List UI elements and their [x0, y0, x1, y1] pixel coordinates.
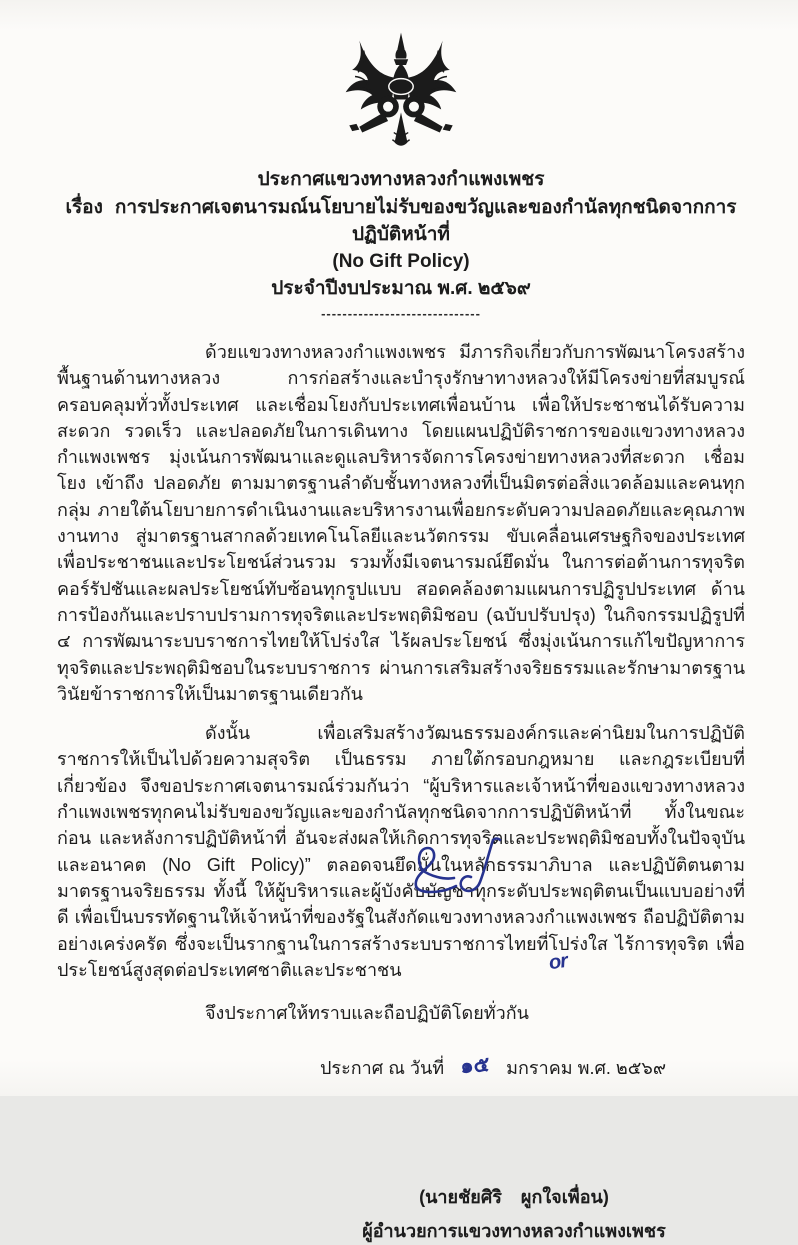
- document-title: ประกาศแขวงทางหลวงกำแพงเพชร: [257, 169, 545, 190]
- signature-block: [349, 1124, 679, 1245]
- garuda-emblem: [57, 28, 745, 158]
- subject-label: เรื่อง: [65, 197, 103, 218]
- subject-line: [57, 194, 745, 248]
- fiscal-year-line: ประจำปีงบประมาณ พ.ศ. ๒๕๖๙: [271, 278, 531, 299]
- dashed-separator: ------------------------------: [321, 306, 481, 321]
- signatory-position: ผู้อำนวยการแขวงทางหลวงกำแพงเพชร: [362, 1221, 666, 1242]
- date-suffix: มกราคม พ.ศ. ๒๕๖๙: [506, 1058, 667, 1079]
- closing-line: จึงประกาศให้ทราบและถือปฏิบัติโดยทั่วกัน: [205, 1003, 529, 1024]
- paragraph-1: ด้วยแขวงทางหลวงกำแพงเพชร มีภารกิจเกี่ยวกับการพัฒนาโครงสร้างพื้นฐานด้านทางหลวง การก่อสร้างและบำรุงรักษาทางหลวงให้มีโครงข่ายที่สมบูรณ์ครอบคลุมทั่วทั้งประเทศ และเชื่อมโยงกับประเทศเพื่อนบ้าน เพื่อให้ประชาชนได้รับความสะดวก รวดเร็ว และปลอดภัยในการเดินทาง โดยแผนปฏิบัติราชการของแขวงทางหลวงกำแพงเพชร มุ่งเน้นการพัฒนาและดูแลบริหารจัดการโครงข่ายทางหลวงที่สะดวก เชื่อมโยง เข้าถึง ปลอดภัย ตามมาตรฐานลำดับชั้นทางหลวงที่เป็นมิตรต่อสิ่งแวดล้อมและคนทุกกลุ่ม ภายใต้นโยบายการดำเนินงานและบริหารงานเพื่อยกระดับความปลอดภัยและคุณภาพงานทาง สู่มาตรฐานสากลด้วยเทคโนโลยีและนวัตกรรม ขับเคลื่อนเศรษฐกิจของประเทศ เพื่อประชาชนและประโยชน์ส่วนรวม รวมทั้งมีเจตนารมณ์ยึดมั่น ในการต่อต้านการทุจริตคอร์รัปชันและผลประโยชน์ทับซ้อนทุกรูปแบบ สอดคล้องตามแผนการปฏิรูปประเทศ ด้านการป้องกันและปราบปรามการทุจริตและประพฤติมิชอบ (ฉบับปรับปรุง) ในกิจกรรมปฏิรูปที่ ๔ การพัฒนาระบบราชการไทยให้โปร่งใส ไร้ผลประโยชน์ ซึ่งมุ่งเน้นการแก้ไขปัญหาการทุจริตและประพฤติมิชอบในระบบราชการ ผ่านการเสริมสร้างจริยธรรมและรักษามาตรฐานวินัยข้าราชการให้เป็นมาตรฐานเดียวกัน: [57, 342, 745, 704]
- signatory-name: (นายชัยศิริ ผูกใจเพื่อน): [419, 1187, 609, 1208]
- handwritten-day: ๑๕: [459, 1053, 491, 1079]
- policy-name-english: (No Gift Policy): [332, 251, 470, 272]
- date-line: [320, 1051, 745, 1084]
- handwritten-initials: or: [547, 949, 569, 975]
- date-prefix: ประกาศ ณ วันที่: [320, 1058, 445, 1079]
- paragraph-2: ดังนั้น เพื่อเสริมสร้างวัฒนธรรมองค์กรและค่านิยมในการปฏิบัติราชการให้เป็นไปด้วยความสุจริต เป็นธรรม ภายใต้กรอบกฎหมาย และกฎระเบียบที่เกี่ยวข้อง จึงขอประกาศเจตนารมณ์ร่วมกันว่า “ผู้บริหารและเจ้าหน้าที่ของแขวงทางหลวงกำแพงเพชรทุกคนไม่รับของขวัญและของกำนัลทุกชนิดจากการปฏิบัติหน้าที่ ทั้งในขณะ ก่อน และหลังการปฏิบัติหน้าที่ อันจะส่งผลให้เกิดการทุจริตและประพฤติมิชอบทั้งในปัจจุบันและอนาคต (No Gift Policy)” ตลอดจนยึดมั่นในหลักธรรมาภิบาล และปฏิบัติตนตามมาตรฐานจริยธรรม ทั้งนี้ ให้ผู้บริหารและผู้บังคับบัญชาทุกระดับประพฤติตนเป็นแบบอย่างที่ดี เพื่อเป็นบรรทัดฐานให้เจ้าหน้าที่ของรัฐในสังกัดแขวงทางหลวงกำแพงเพชร ถือปฏิบัติตามอย่างเคร่งครัด ซึ่งจะเป็นรากฐานในการสร้างระบบราชการไทยที่โปร่งใส ไร้การทุจริต เพื่อประโยชน์สูงสุดต่อประเทศชาติและประชาชน: [57, 723, 745, 980]
- subject-text: การประกาศเจตนารมณ์นโยบายไม่รับของขวัญและของกำนัลทุกชนิดจากการปฏิบัติหน้าที่: [114, 197, 737, 245]
- signature-ink-stroke: [392, 836, 542, 906]
